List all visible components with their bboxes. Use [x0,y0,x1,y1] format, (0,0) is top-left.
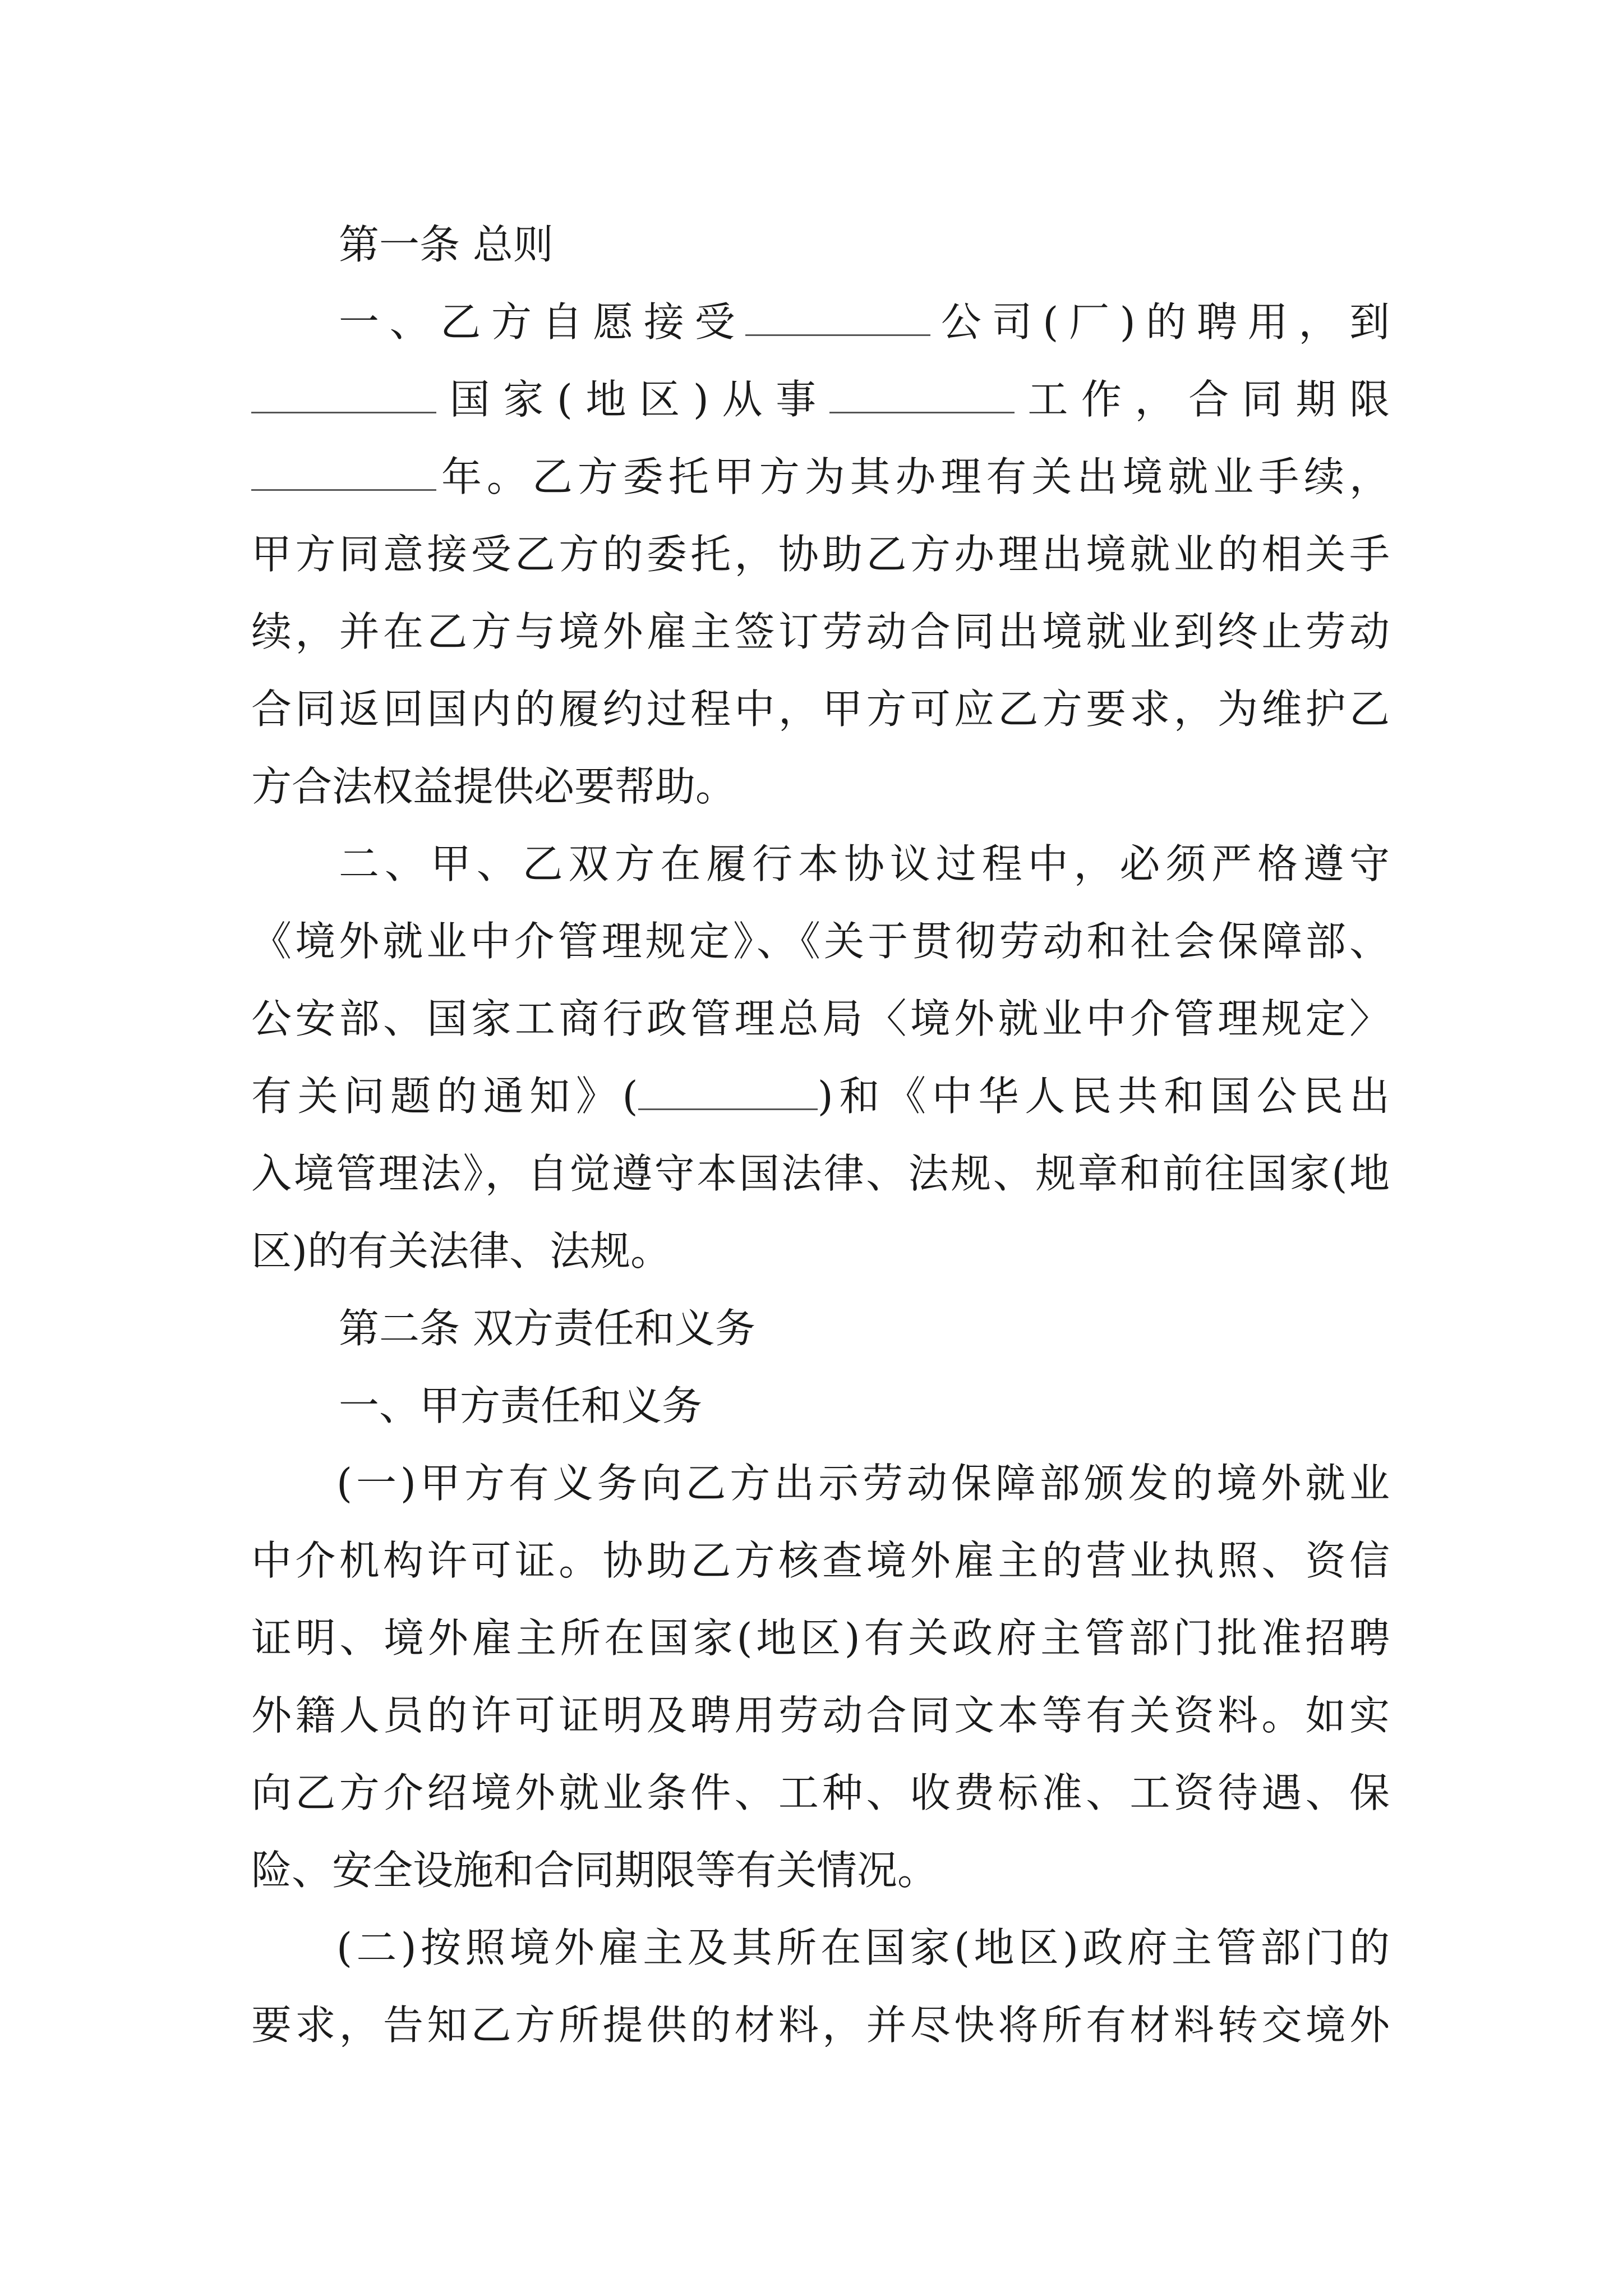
company-name-blank[interactable] [745,286,930,336]
section-2-title: 第二条 双方责任和义务 [339,1305,755,1352]
p1-line-5: 续，并在乙方与境外雇主签订劳动合同出境就业到终止劳动 [251,608,1390,655]
p1-line-1 [339,283,1390,361]
p1-line-6: 合同返回国内的履约过程中，甲方可应乙方要求，为维护乙 [251,685,1390,733]
p2-line-2: 《境外就业中介管理规定》、《关于贯彻劳动和社会保障部、 [251,918,1390,965]
p1-line-3-text: 年。乙方委托甲方为其办理有关出境就业手续， [436,453,1390,500]
item-1-line-3: 证明、境外雇主所在国家(地区)有关政府主管部门批准招聘 [251,1614,1390,1662]
document-number-blank[interactable] [638,1060,818,1110]
section-1-title: 第一条 总则 [339,221,554,268]
item-2-line-2: 要求，告知乙方所提供的材料，并尽快将所有材料转交境外 [251,2001,1390,2049]
job-blank[interactable] [829,364,1015,413]
p1-line-3 [251,438,1390,516]
p2-line-5: 入境管理法》，自觉遵守本国法律、法规、规章和前往国家(地 [251,1150,1390,1197]
item-1-line-1: (一)甲方有义务向乙方出示劳动保障部颁发的境外就业 [336,1460,1390,1507]
p1-line-1-lead: 一、乙方自愿接受 [339,298,746,346]
p2-line-4 [251,1057,1390,1135]
item-1-line-4: 外籍人员的许可证明及聘用劳动合同文本等有关资料。如实 [251,1692,1390,1739]
p2-line-1: 二、甲、乙双方在履行本协议过程中，必须严格遵守 [339,840,1390,887]
p1-line-1-tail: 公司(厂)的聘用，到 [930,298,1390,346]
country-blank[interactable] [251,364,436,413]
item-1-line-2: 中介机构许可证。协助乙方核查境外雇主的营业执照、资信 [251,1537,1390,1584]
item-1-line-5: 向乙方介绍境外就业条件、工种、收费标准、工资待遇、保 [251,1769,1390,1816]
p1-line-2-tail: 工作，合同期限 [1014,376,1390,423]
p1-line-2 [251,360,1390,439]
p1-line-2-mid: 国家(地区)从事 [436,376,829,423]
sub-1-title: 一、甲方责任和义务 [339,1382,703,1429]
p2-line-4-tail: )和《中华人民共和国公民出 [817,1073,1390,1120]
p1-line-7: 方合法权益提供必要帮助。 [251,763,736,810]
p2-line-6: 区)的有关法律、法规。 [251,1227,671,1274]
p2-line-4-lead: 有关问题的通知》( [251,1073,638,1120]
item-1-line-6: 险、安全设施和合同期限等有关情况。 [251,1847,938,1894]
p2-line-3: 公安部、国家工商行政管理总局〈境外就业中介管理规定〉 [251,995,1390,1042]
p1-line-4: 甲方同意接受乙方的委托，协助乙方办理出境就业的相关手 [251,531,1390,578]
item-2-line-1: (二)按照境外雇主及其所在国家(地区)政府主管部门的 [336,1924,1390,1971]
term-years-blank[interactable] [251,441,436,491]
